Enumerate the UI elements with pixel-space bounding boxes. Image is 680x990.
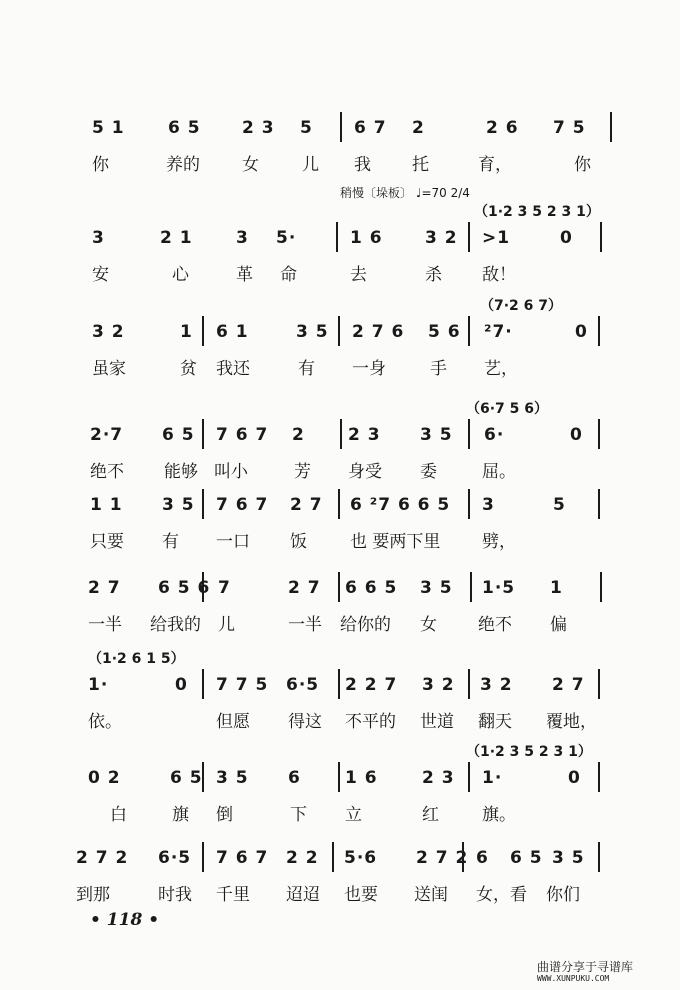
lyric-text: 叫小 (214, 462, 248, 482)
note-group: 1 (550, 578, 563, 598)
note-group: 1 (180, 322, 193, 342)
lyric-text: 一口 (216, 532, 250, 552)
lyric-text: 能够 (164, 462, 198, 482)
lyric-text: 旗 (172, 805, 189, 825)
lyric-text: 红 (422, 805, 439, 825)
barline (598, 316, 600, 346)
barline (468, 419, 470, 449)
watermark-url: WWW.XUNPUKU.COM (537, 974, 610, 983)
barline (598, 419, 600, 449)
note-group: 3 (236, 228, 249, 248)
note-group: 2 7 6 (352, 322, 405, 342)
note-group: 2 2 7 (345, 675, 398, 695)
lyric-text: 安 (92, 265, 109, 285)
note-group: 2 1 (160, 228, 193, 248)
lyric-text: 绝不 (90, 462, 124, 482)
lyric-text: 饭 (290, 532, 307, 552)
note-group: 7 6 7 (216, 495, 269, 515)
note-group: 2 3 (242, 118, 275, 138)
note-group: 1· (482, 768, 503, 788)
note-group: 3 2 (422, 675, 455, 695)
lyric-text: 也 要两下里 (350, 532, 441, 552)
lyric-text: 养的 (166, 155, 200, 175)
lyric-text: 给你的 (340, 615, 391, 635)
lyric-text: 委 (420, 462, 437, 482)
note-group: >1 (482, 228, 511, 248)
note-group: 5·6 (344, 848, 378, 868)
lyric-text: 虽家 (92, 359, 126, 379)
barline (340, 112, 342, 142)
note-group: 3 (482, 495, 495, 515)
instrumental-phrase: （1·2 3 5 2 3 1） (466, 744, 592, 760)
lyric-text: 一身 (352, 359, 386, 379)
note-group: 0 2 (88, 768, 121, 788)
barline (338, 316, 340, 346)
lyric-text: 儿 (302, 155, 319, 175)
lyric-text: 立 (345, 805, 362, 825)
barline (202, 842, 204, 872)
barline (598, 762, 600, 792)
lyric-text: 去 (350, 265, 367, 285)
lyric-text: 下 (290, 805, 307, 825)
barline (598, 669, 600, 699)
note-group: 1 6 (345, 768, 378, 788)
note-group: 2 (412, 118, 425, 138)
lyric-text: 覆地， (546, 712, 597, 732)
note-group: 3 5 (420, 425, 453, 445)
note-group: 6·5 (286, 675, 320, 695)
note-group: 3 5 (420, 578, 453, 598)
note-group: 1· (88, 675, 109, 695)
note-group: 2 3 (348, 425, 381, 445)
barline (468, 316, 470, 346)
lyric-text: 绝不 (478, 615, 512, 635)
lyric-text: 迢迢 (286, 885, 320, 905)
lyric-text: 你 (92, 155, 109, 175)
barline (468, 222, 470, 252)
barline (610, 112, 612, 142)
lyric-text: 女 (242, 155, 259, 175)
barline (202, 489, 204, 519)
note-group: 6·5 (158, 848, 192, 868)
lyric-text: 得这 (288, 712, 322, 732)
note-group: 5 (300, 118, 313, 138)
lyric-text: 翻天 (478, 712, 512, 732)
barline (598, 842, 600, 872)
lyric-text: 有 (162, 532, 179, 552)
barline (600, 222, 602, 252)
barline (338, 669, 340, 699)
note-group: 6· (484, 425, 505, 445)
note-group: 2 7 (290, 495, 323, 515)
lyric-text: 劈， (482, 532, 516, 552)
lyric-text: 屈。 (482, 462, 516, 482)
lyric-text: 旗。 (482, 805, 516, 825)
note-group: 2 6 (486, 118, 519, 138)
note-group: 6 (476, 848, 489, 868)
note-group: 5· (276, 228, 297, 248)
note-group: 5 6 (428, 322, 461, 342)
lyric-text: 只要 (90, 532, 124, 552)
lyric-text: 我还 (216, 359, 250, 379)
note-group: 2 7 2 (76, 848, 129, 868)
note-group: 6 ²7 6 6 5 (350, 495, 451, 515)
lyric-text: 身受 (348, 462, 382, 482)
note-group: 2 7 (288, 578, 321, 598)
barline (336, 222, 338, 252)
barline (468, 489, 470, 519)
note-group: 6 (288, 768, 301, 788)
note-group: ²7· (484, 322, 513, 342)
note-group: 1 1 (90, 495, 123, 515)
lyric-text: 我 (354, 155, 371, 175)
barline (462, 842, 464, 872)
lyric-text: 心 (172, 265, 189, 285)
lyric-text: 千里 (216, 885, 250, 905)
note-group: 2 7 (88, 578, 121, 598)
note-group: 6 5 (170, 768, 203, 788)
note-group: 0 (560, 228, 573, 248)
note-group: 3 5 (162, 495, 195, 515)
lyric-text: 倒 (216, 805, 233, 825)
note-group: 6 6 5 (345, 578, 398, 598)
note-group: 6 5 (162, 425, 195, 445)
lyric-text: 女，看 (476, 885, 527, 905)
barline (468, 762, 470, 792)
note-group: 6 5 (168, 118, 201, 138)
note-group: 1·5 (482, 578, 516, 598)
note-group: 5 1 (92, 118, 125, 138)
note-group: 0 (575, 322, 588, 342)
lyric-text: 一半 (288, 615, 322, 635)
note-group: 2 7 (552, 675, 585, 695)
note-group: 1 6 (350, 228, 383, 248)
barline (598, 489, 600, 519)
instrumental-phrase: （6·7 5 6） (466, 401, 549, 417)
note-group: 0 (568, 768, 581, 788)
note-group: 3 5 (296, 322, 329, 342)
note-group: 7 7 5 (216, 675, 269, 695)
lyric-text: 白 (110, 805, 127, 825)
lyric-text: 贫 (180, 359, 197, 379)
lyric-text: 但愿 (216, 712, 250, 732)
barline (600, 572, 602, 602)
note-group: 2 7 2 (416, 848, 469, 868)
watermark-title: 曲谱分享于寻谱库 (537, 960, 634, 974)
note-group: 3 2 (425, 228, 458, 248)
lyric-text: 芳 (294, 462, 311, 482)
lyric-text: 艺， (484, 359, 518, 379)
note-group: 7 6 7 (216, 848, 269, 868)
barline (202, 316, 204, 346)
lyric-text: 不平的 (345, 712, 396, 732)
lyric-text: 时我 (158, 885, 192, 905)
note-group: 2 (292, 425, 305, 445)
barline (202, 419, 204, 449)
instrumental-phrase: （1·2 6 1 5） (88, 651, 185, 667)
lyric-text: 送闺 (414, 885, 448, 905)
note-group: 6 5 (510, 848, 543, 868)
note-group: 3 2 (480, 675, 513, 695)
instrumental-phrase: （7·2 6 7） (480, 298, 563, 314)
lyric-text: 你 (574, 155, 591, 175)
barline (202, 762, 204, 792)
lyric-text: 给我的 (150, 615, 201, 635)
lyric-text: 革 (236, 265, 253, 285)
note-group: 3 5 (552, 848, 585, 868)
lyric-text: 偏 (550, 615, 567, 635)
barline (202, 572, 204, 602)
note-group: 2·7 (90, 425, 124, 445)
lyric-text: 到那 (76, 885, 110, 905)
lyric-text: 敌！ (482, 265, 516, 285)
note-group: 7 (218, 578, 231, 598)
note-group: 6 1 (216, 322, 249, 342)
barline (340, 419, 342, 449)
note-group: 6 5 6 (158, 578, 211, 598)
barline (470, 572, 472, 602)
lyric-text: 也要 (344, 885, 378, 905)
note-group: 7 5 (553, 118, 586, 138)
note-group: 3 5 (216, 768, 249, 788)
lyric-text: 育， (478, 155, 512, 175)
barline (332, 842, 334, 872)
lyric-text: 你们 (546, 885, 580, 905)
note-group: 2 3 (422, 768, 455, 788)
note-group: 6 7 (354, 118, 387, 138)
note-group: 0 (570, 425, 583, 445)
barline (338, 762, 340, 792)
barline (468, 669, 470, 699)
barline (338, 572, 340, 602)
note-group: 3 (92, 228, 105, 248)
tempo-marking: 稍慢〔垛板〕 ♩=70 2/4 (340, 186, 470, 200)
note-group: 0 (175, 675, 188, 695)
lyric-text: 杀 (425, 265, 442, 285)
lyric-text: 女 (420, 615, 437, 635)
lyric-text: 命 (280, 265, 297, 285)
lyric-text: 依。 (88, 712, 122, 732)
note-group: 5 (553, 495, 566, 515)
note-group: 7 6 7 (216, 425, 269, 445)
note-group: 3 2 (92, 322, 125, 342)
lyric-text: 儿 (218, 615, 235, 635)
lyric-text: 手 (430, 359, 447, 379)
lyric-text: 托 (412, 155, 429, 175)
barline (202, 669, 204, 699)
lyric-text: 一半 (88, 615, 122, 635)
page-number: • 118 • (90, 910, 160, 930)
instrumental-phrase: （1·2 3 5 2 3 1） (474, 204, 600, 220)
note-group: 2 2 (286, 848, 319, 868)
lyric-text: 有 (298, 359, 315, 379)
barline (338, 489, 340, 519)
lyric-text: 世道 (420, 712, 454, 732)
